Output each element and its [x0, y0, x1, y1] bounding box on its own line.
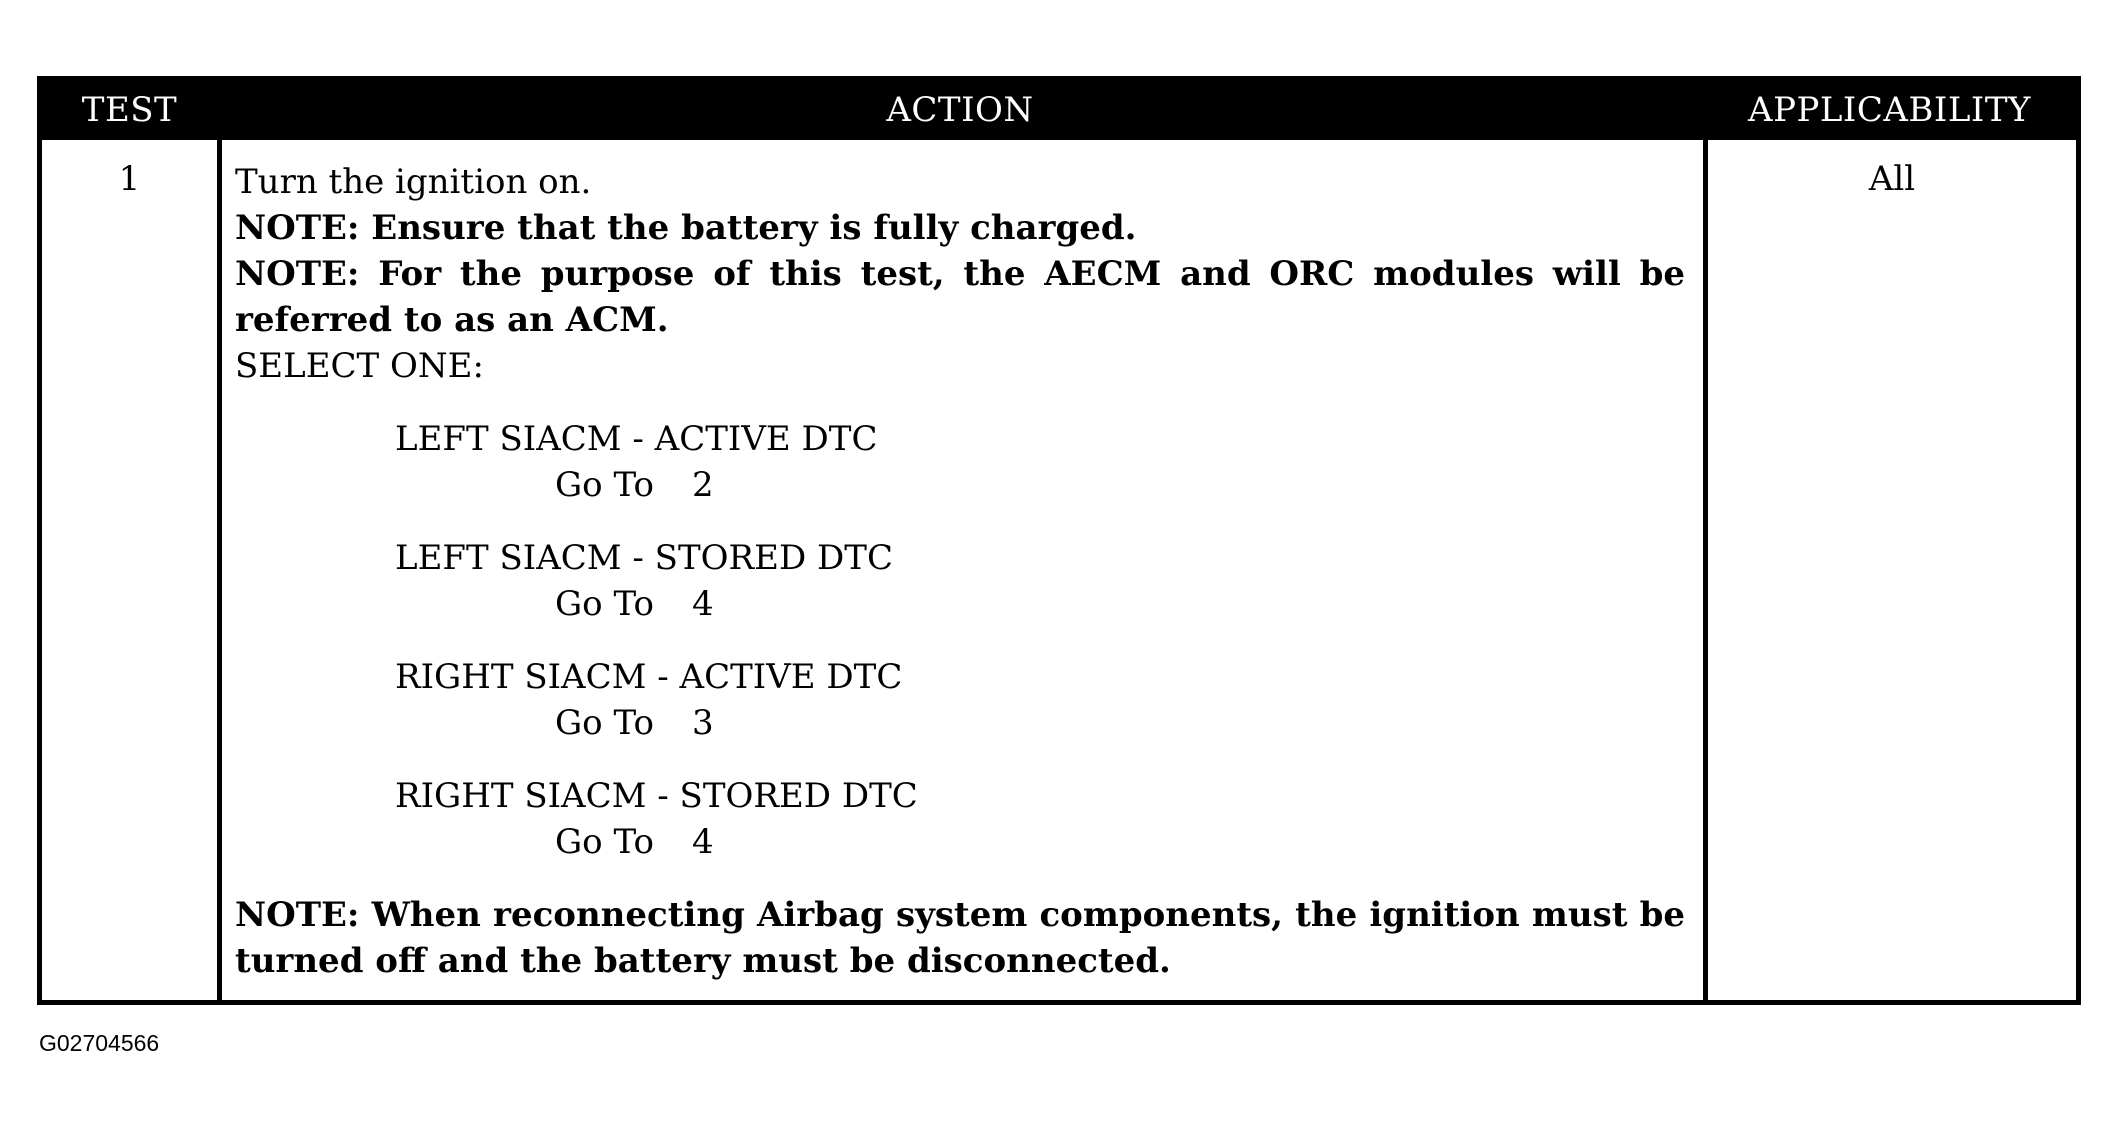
- option-item: [235, 654, 1685, 746]
- select-one-label: SELECT ONE:: [235, 346, 484, 386]
- goto-line: [235, 819, 1685, 865]
- goto-text: Go To: [555, 822, 654, 862]
- option-label: RIGHT SIACM - ACTIVE DTC: [395, 657, 903, 697]
- applicability-value: All: [1868, 159, 1916, 199]
- test-number: 1: [118, 159, 141, 199]
- option-item: [235, 773, 1685, 865]
- header-action: ACTION: [886, 90, 1034, 130]
- note-reconnect: NOTE: When reconnecting Airbag system components, the ignition must be turned off and the battery must be disconnected.: [235, 895, 1685, 981]
- option-item: [235, 416, 1685, 508]
- table-header: [42, 81, 2076, 140]
- goto-line: [235, 462, 1685, 508]
- action-intro: Turn the ignition on.: [235, 162, 592, 202]
- option-label: RIGHT SIACM - STORED DTC: [395, 776, 918, 816]
- note-acm: NOTE: For the purpose of this test, the AECM and ORC modules will be referred to as an ACM.: [235, 254, 1685, 340]
- goto-number: 4: [691, 584, 714, 624]
- column-divider: [217, 140, 222, 1000]
- goto-number: 4: [691, 822, 714, 862]
- header-test: TEST: [81, 90, 178, 130]
- goto-line: [235, 581, 1685, 627]
- option-list: [235, 416, 1685, 865]
- option-item: [235, 535, 1685, 627]
- note-battery: NOTE: Ensure that the battery is fully charged.: [235, 208, 1137, 248]
- goto-number: 2: [691, 465, 714, 505]
- goto-line: [235, 700, 1685, 746]
- action-cell: [235, 159, 1685, 984]
- goto-text: Go To: [555, 465, 654, 505]
- figure-id: G02704566: [39, 1030, 160, 1056]
- goto-text: Go To: [555, 584, 654, 624]
- diagnostic-test-table: [37, 76, 2081, 1005]
- header-applicability: APPLICABILITY: [1748, 90, 2031, 130]
- column-divider: [1703, 140, 1708, 1000]
- option-label: LEFT SIACM - STORED DTC: [395, 538, 893, 578]
- option-label: LEFT SIACM - ACTIVE DTC: [395, 419, 878, 459]
- goto-text: Go To: [555, 703, 654, 743]
- goto-number: 3: [691, 703, 714, 743]
